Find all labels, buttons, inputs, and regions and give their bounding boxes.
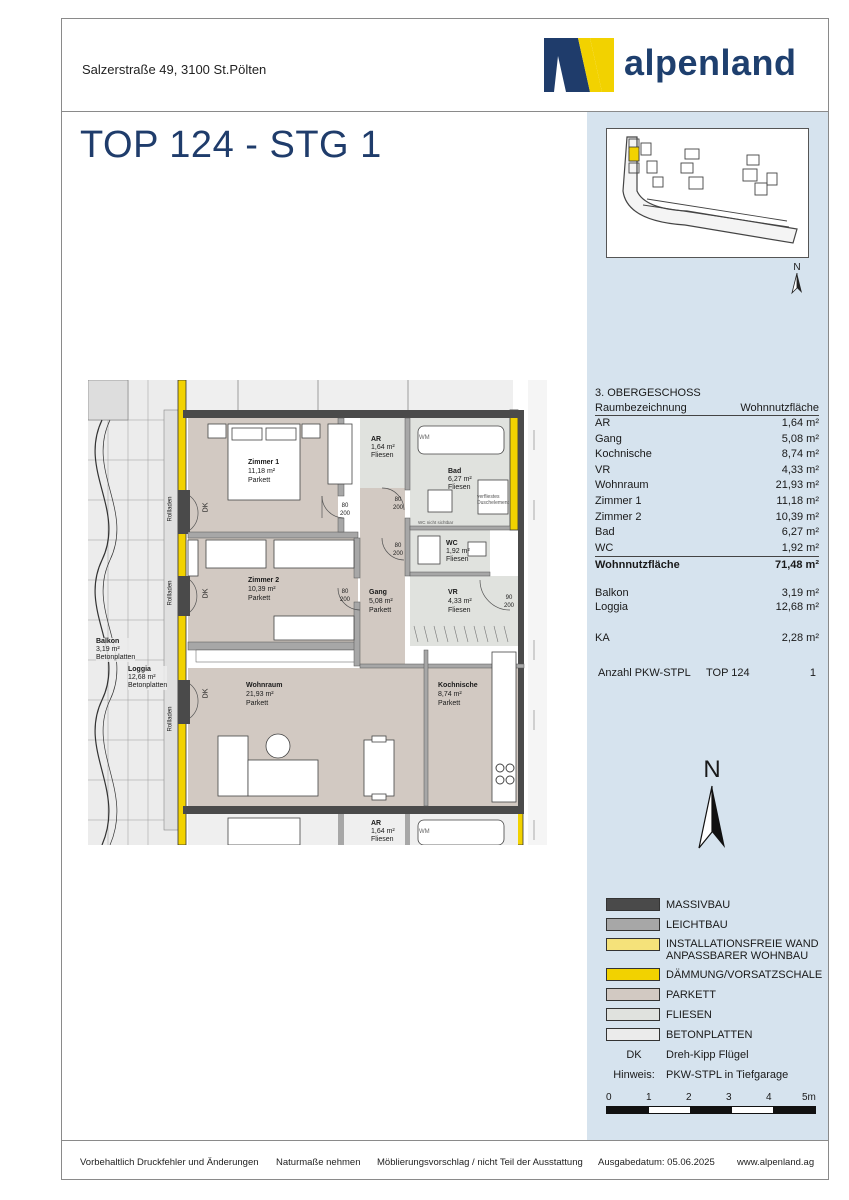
scale-label: 2 [686,1092,692,1103]
table-row [595,541,819,557]
floor-label: 3. OBERGESCHOSS [595,387,701,399]
room-floor: Fliesen [371,452,394,459]
table-row [595,525,819,541]
room-name: Bad [595,526,615,539]
room-area: 1,64 m² [371,828,395,835]
north-label-small: N [793,262,801,273]
room-area: 5,08 m² [369,598,393,605]
table-row [595,447,819,463]
rollladen-label: Rollladen [167,496,174,522]
legend-swatch [606,1008,660,1021]
footer-divider [61,1140,829,1141]
legend-swatch [606,938,660,951]
room-name: Gang [595,432,622,445]
wc-note: WC nicht sichtbar [418,520,454,525]
door-size: 80 200 [340,589,351,603]
legend-label: MASSIVBAU [666,899,731,911]
room-floor: Fliesen [448,484,471,491]
room-area: 1,92 m² [446,548,470,555]
room-area: 1,64 m² [781,417,819,429]
room-name: Kochnische [595,448,652,461]
room-floor: Parkett [438,700,461,707]
table-row [595,432,819,448]
col-room-header: Raumbezeichnung [595,402,687,414]
table-row [595,478,819,494]
scale-bar [606,1106,816,1114]
room-ar-below-label [371,820,395,844]
bad-note: verfliestes Duschelement [477,494,509,506]
footer-date: Ausgabedatum: 05.06.2025 [598,1157,715,1168]
parking-count: 1 [809,667,816,679]
north-indicator-small [789,262,805,298]
legend-dk-label: Dreh-Kipp Flügel [666,1049,749,1061]
north-arrow-large-icon [695,784,729,850]
room-name: Zimmer 1 [595,494,642,507]
room-area: 11,18 m² [248,468,276,475]
ka-row [595,631,819,646]
room-area: 1,92 m² [781,541,819,554]
room-floor: Parkett [369,607,392,614]
loggia-row [595,600,819,615]
legend-swatch [606,918,660,931]
room-loggia-label [128,666,167,690]
legend-hint-key: Hinweis: [613,1069,655,1081]
legend-label: BETONPLATTEN [666,1029,753,1041]
room-floor: Parkett [246,700,269,707]
legend-hint-label: PKW-STPL in Tiefgarage [666,1069,789,1081]
room-name: Bad [448,468,462,475]
table-row [595,463,819,479]
room-name: Loggia [128,666,151,673]
legend-swatch [606,898,660,911]
door-size: 90 200 [504,595,515,609]
legend-label: FLIESEN [666,1009,712,1021]
room-area: 8,74 m² [781,448,819,461]
scale-label: 3 [726,1092,732,1103]
room-name: WC [595,541,614,554]
room-name: Kochnische [438,682,478,689]
room-name: Zimmer 2 [248,577,280,584]
room-name: VR [595,463,611,476]
room-name: AR [371,820,382,827]
room-area: 6,27 m² [781,526,819,539]
room-ar-label [371,436,395,460]
legend-swatch [606,988,660,1001]
room-zimmer2-label [248,576,279,603]
total-label: Wohnnutzfläche [595,559,680,572]
footer-web[interactable]: www.alpenland.ag [737,1157,815,1168]
balkon-value: 3,19 m² [781,587,819,599]
room-area: 12,68 m² [128,674,156,681]
table-total-row [595,556,819,573]
room-name: Gang [369,589,387,596]
room-name: Wohnraum [246,682,283,689]
room-name: Balkon [96,638,120,645]
window-dk-label: DK [202,688,210,699]
alpenland-logo-icon [544,36,614,94]
washing-machine-label: WM [419,829,430,835]
room-name: WC [446,540,458,547]
legend-label: LEICHTBAU [666,919,728,931]
rollladen-label: Rollladen [167,706,174,732]
north-label-large: N [703,756,721,783]
scale-label: 5m [802,1092,816,1103]
room-area: 5,08 m² [781,432,819,445]
parking-label: Anzahl PKW-STPL [598,667,691,679]
table-row [595,416,819,432]
room-balkon-label [96,638,135,662]
ka-label: KA [595,632,610,644]
area-table [595,415,819,573]
floor-plan [88,380,547,845]
table-row [595,510,819,526]
area-table-header [595,402,819,414]
room-floor: Fliesen [371,836,394,843]
project-address: Salzerstraße 49, 3100 St.Pölten [82,62,267,77]
legend-label: INSTALLATIONSFREIE WAND ANPASSBARER WOHNBAU [666,938,819,962]
room-gang-label [369,588,393,615]
room-area: 4,33 m² [448,598,472,605]
room-area: 21,93 m² [246,691,274,698]
room-floor: Parkett [248,595,271,602]
washing-machine-label: WM [419,435,430,441]
room-wohnraum-label [246,681,282,708]
parking-top: TOP 124 [706,667,750,679]
north-indicator-large [692,756,732,857]
room-name: Zimmer 2 [595,510,642,523]
brand-name: alpenland [624,42,797,83]
room-name: AR [595,417,611,429]
north-arrow-small-icon [791,273,803,295]
legend-label: PARKETT [666,989,716,1001]
room-floor: Betonplatten [128,682,168,689]
room-area: 10,39 m² [775,510,819,523]
room-name: AR [371,436,382,443]
room-vr-label [448,588,472,615]
loggia-label: Loggia [595,601,629,613]
room-area: 11,18 m² [776,494,819,507]
balkon-label: Balkon [595,587,629,599]
parking-row [598,667,816,679]
room-area: 10,39 m² [248,586,276,593]
scale-numbers [606,1092,816,1104]
door-size: 80 200 [393,497,404,511]
legend-swatch [606,1028,660,1041]
rollladen-label: Rollladen [167,580,174,606]
legend-swatch [606,968,660,981]
room-area: 3,19 m² [96,646,120,653]
total-value: 71,48 m² [774,559,819,572]
window-dk-label: DK [202,502,210,513]
balkon-row [595,586,819,601]
site-plan-thumbnail [606,128,809,258]
footer-measure: Naturmaße nehmen [276,1157,361,1168]
door-size: 80 200 [393,543,404,557]
room-zimmer1-label [248,458,279,485]
footer-furniture: Möblierungsvorschlag / nicht Teil der Ausstattung [377,1157,583,1168]
loggia-value: 12,68 m² [775,601,819,613]
room-name: Wohnraum [595,479,649,492]
room-area: 1,64 m² [371,444,395,451]
room-area: 6,27 m² [448,476,472,483]
col-area-header: Wohnnutzfläche [740,402,819,414]
room-area: 21,93 m² [775,479,819,492]
window-dk-label: DK [202,588,210,599]
room-name: Zimmer 1 [248,459,280,466]
table-row [595,494,819,510]
room-floor: Betonplatten [96,654,136,661]
scale-label: 4 [766,1092,772,1103]
footer-disclaimer: Vorbehaltlich Druckfehler und Änderungen [80,1157,259,1168]
room-floor: Fliesen [448,607,471,614]
ka-value: 2,28 m² [781,632,819,644]
room-area: 8,74 m² [438,691,462,698]
room-floor: Parkett [248,477,271,484]
room-name: VR [448,589,458,596]
page-title: TOP 124 - STG 1 [80,124,382,166]
room-wc-label [446,540,470,564]
door-size: 80 200 [340,503,351,517]
room-floor: Fliesen [446,556,469,563]
legend-dk-key: DK [626,1049,642,1061]
room-bad-label [448,468,472,492]
legend-label: DÄMMUNG/VORSATZSCHALE [666,969,823,981]
room-kochnische-label [438,681,478,708]
room-area: 4,33 m² [781,463,819,476]
scale-label: 1 [646,1092,652,1103]
scale-label: 0 [606,1092,612,1103]
